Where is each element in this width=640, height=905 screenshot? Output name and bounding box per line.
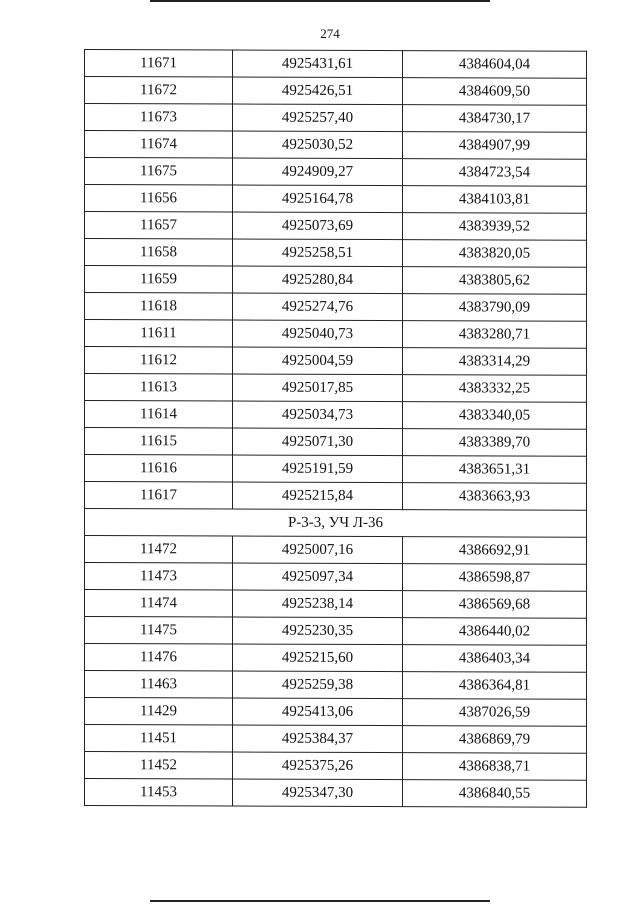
point-number-cell: 11476 [85, 644, 233, 672]
section-title: Р-3-3, УЧ Л-36 [85, 509, 587, 538]
y-coordinate-cell: 4383332,25 [403, 375, 587, 403]
point-number-cell: 11673 [85, 104, 233, 132]
scan-edge-bottom [150, 900, 490, 902]
point-number-cell: 11658 [85, 239, 233, 267]
table-row [85, 50, 587, 79]
x-coordinate-cell: 4925191,59 [233, 455, 403, 483]
table-row [85, 212, 587, 241]
y-coordinate-cell: 4384730,17 [403, 105, 587, 133]
table-row [85, 671, 587, 700]
x-coordinate-cell: 4925259,38 [233, 671, 403, 699]
point-number-cell: 11656 [85, 185, 233, 213]
y-coordinate-cell: 4386403,34 [403, 645, 587, 673]
x-coordinate-cell: 4925413,06 [233, 698, 403, 726]
x-coordinate-cell: 4925071,30 [233, 428, 403, 456]
y-coordinate-cell: 4384604,04 [403, 51, 587, 79]
x-coordinate-cell: 4925257,40 [233, 104, 403, 132]
point-number-cell: 11616 [85, 455, 233, 483]
x-coordinate-cell: 4925384,37 [233, 725, 403, 753]
table-row [85, 617, 587, 646]
point-number-cell: 11672 [85, 77, 233, 105]
table-row [85, 293, 587, 322]
point-number-cell: 11659 [85, 266, 233, 294]
table-row [85, 320, 587, 349]
x-coordinate-cell: 4925073,69 [233, 212, 403, 240]
table-row [85, 536, 587, 565]
y-coordinate-cell: 4383939,52 [403, 213, 587, 241]
point-number-cell: 11429 [85, 698, 233, 726]
x-coordinate-cell: 4925215,84 [233, 482, 403, 510]
y-coordinate-cell: 4383805,62 [403, 267, 587, 295]
y-coordinate-cell: 4383280,71 [403, 321, 587, 349]
x-coordinate-cell: 4925004,59 [233, 347, 403, 375]
point-number-cell: 11674 [85, 131, 233, 159]
x-coordinate-cell: 4925426,51 [233, 77, 403, 105]
table-section [85, 509, 587, 538]
x-coordinate-cell: 4925007,16 [233, 536, 403, 564]
table-row [85, 644, 587, 673]
y-coordinate-cell: 4384907,99 [403, 132, 587, 160]
point-number-cell: 11451 [85, 725, 233, 753]
y-coordinate-cell: 4386840,55 [403, 780, 587, 808]
x-coordinate-cell: 4925097,34 [233, 563, 403, 591]
x-coordinate-cell: 4925347,30 [233, 779, 403, 807]
table-row [85, 779, 587, 808]
table-body-second [85, 536, 587, 808]
table-row [85, 725, 587, 754]
table-row [85, 698, 587, 727]
y-coordinate-cell: 4383820,05 [403, 240, 587, 268]
x-coordinate-cell: 4924909,27 [233, 158, 403, 186]
x-coordinate-cell: 4925164,78 [233, 185, 403, 213]
table-row [85, 482, 587, 511]
table-row [85, 374, 587, 403]
point-number-cell: 11615 [85, 428, 233, 456]
point-number-cell: 11453 [85, 779, 233, 807]
y-coordinate-cell: 4386869,79 [403, 726, 587, 754]
x-coordinate-cell: 4925034,73 [233, 401, 403, 429]
x-coordinate-cell: 4925030,52 [233, 131, 403, 159]
table-row [85, 428, 587, 457]
table-row [85, 104, 587, 133]
y-coordinate-cell: 4384103,81 [403, 186, 587, 214]
table-row [85, 158, 587, 187]
x-coordinate-cell: 4925431,61 [233, 50, 403, 78]
point-number-cell: 11614 [85, 401, 233, 429]
table-row [85, 185, 587, 214]
y-coordinate-cell: 4386692,91 [403, 537, 587, 565]
point-number-cell: 11612 [85, 347, 233, 375]
point-number-cell: 11463 [85, 671, 233, 699]
point-number-cell: 11611 [85, 320, 233, 348]
table-row [85, 590, 587, 619]
coordinates-table [84, 49, 587, 808]
y-coordinate-cell: 4383651,31 [403, 456, 587, 484]
point-number-cell: 11617 [85, 482, 233, 510]
y-coordinate-cell: 4386440,02 [403, 618, 587, 646]
x-coordinate-cell: 4925040,73 [233, 320, 403, 348]
table-row [85, 401, 587, 430]
table-row [85, 347, 587, 376]
x-coordinate-cell: 4925274,76 [233, 293, 403, 321]
point-number-cell: 11475 [85, 617, 233, 645]
table-row [85, 239, 587, 268]
y-coordinate-cell: 4383790,09 [403, 294, 587, 322]
table-row [85, 131, 587, 160]
point-number-cell: 11472 [85, 536, 233, 564]
point-number-cell: 11452 [85, 752, 233, 780]
point-number-cell: 11671 [85, 50, 233, 78]
y-coordinate-cell: 4386569,68 [403, 591, 587, 619]
x-coordinate-cell: 4925375,26 [233, 752, 403, 780]
y-coordinate-cell: 4386364,81 [403, 672, 587, 700]
page-number: 274 [320, 26, 340, 41]
table-row [85, 752, 587, 781]
point-number-cell: 11613 [85, 374, 233, 402]
point-number-cell: 11675 [85, 158, 233, 186]
point-number-cell: 11474 [85, 590, 233, 618]
y-coordinate-cell: 4384723,54 [403, 159, 587, 187]
x-coordinate-cell: 4925258,51 [233, 239, 403, 267]
y-coordinate-cell: 4383340,05 [403, 402, 587, 430]
y-coordinate-cell: 4383389,70 [403, 429, 587, 457]
y-coordinate-cell: 4383314,29 [403, 348, 587, 376]
y-coordinate-cell: 4387026,59 [403, 699, 587, 727]
x-coordinate-cell: 4925215,60 [233, 644, 403, 672]
table-row [85, 455, 587, 484]
x-coordinate-cell: 4925017,85 [233, 374, 403, 402]
table-row [85, 266, 587, 295]
point-number-cell: 11618 [85, 293, 233, 321]
coordinates-table-wrapper [84, 49, 586, 808]
y-coordinate-cell: 4386838,71 [403, 753, 587, 781]
y-coordinate-cell: 4386598,87 [403, 564, 587, 592]
y-coordinate-cell: 4383663,93 [403, 483, 587, 511]
scan-edge-top [150, 0, 490, 2]
y-coordinate-cell: 4384609,50 [403, 78, 587, 106]
x-coordinate-cell: 4925230,35 [233, 617, 403, 645]
point-number-cell: 11657 [85, 212, 233, 240]
table-row [85, 77, 587, 106]
x-coordinate-cell: 4925280,84 [233, 266, 403, 294]
table-body-first [85, 50, 587, 511]
point-number-cell: 11473 [85, 563, 233, 591]
x-coordinate-cell: 4925238,14 [233, 590, 403, 618]
section-row [85, 509, 587, 538]
table-row [85, 563, 587, 592]
